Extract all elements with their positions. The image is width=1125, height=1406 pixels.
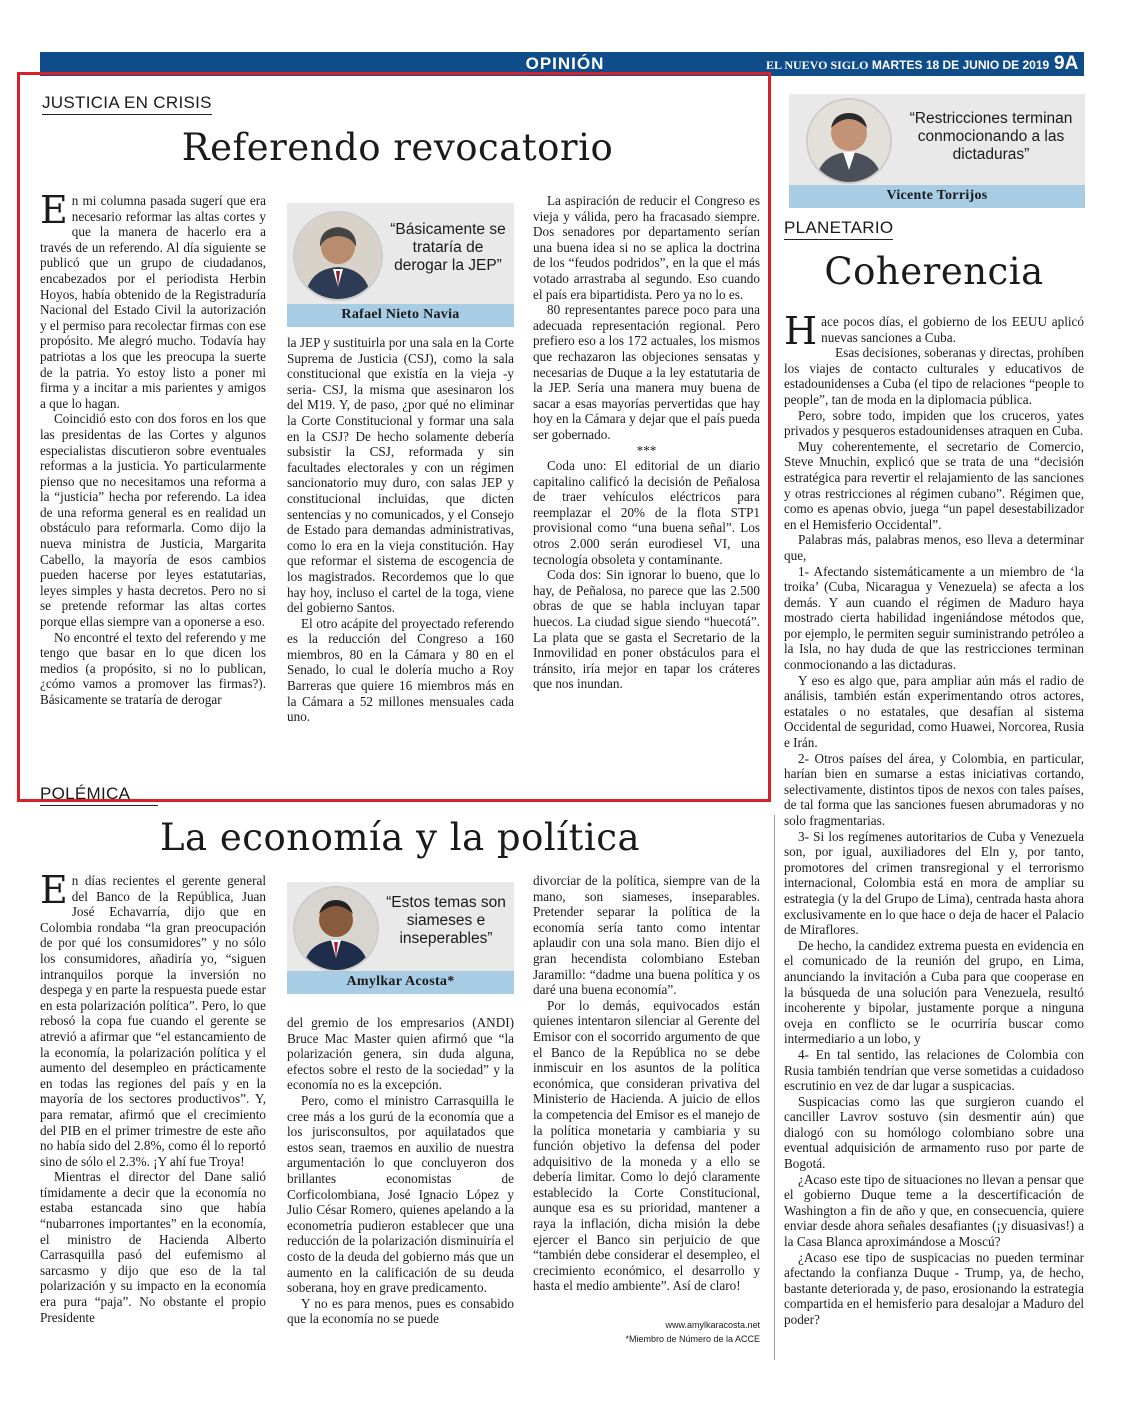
article3-paragraph: Suspicacias como las que surgieron cuando el canciller Lavrov sostuvo (sin desmentir aún) que dialogó con su homólogo colombiano sobre una eventual adquisición de armamento ruso por parte de Bogotá.: [784, 1093, 1084, 1172]
article1-paragraph: Coda dos: Sin ignorar lo bueno, que lo hay, de Peñalosa, no parece que las 2.500 obras de que se habla incluyan tapar huecos. La ciudad sigue siendo “huecotá”. La plata que se gasta el Secretario de la Inmovilidad en poner obstáculos para el tránsito, iría mejor en tapar los cráteres que nos inundan.: [533, 567, 760, 692]
article2-column-1: [40, 873, 266, 1351]
person-icon: [808, 100, 890, 182]
article2-paragraph: Mientras el director del Dane salió tímidamente a decir que la economía no estaba estancada sino que había “nubarrones importantes” en la economía, el ministro de Hacienda Alberto Carrasquilla pasó del eufemismo al sarcasmo y dijo que eso de la tal polarización y su impacto en la economía era pura “paja”. No obstante el propio Presidente: [40, 1169, 266, 1325]
article3-paragraph: Y eso es algo que, para ampliar aún más el radio de análisis, también están experimentando otros actores, estatales o no estatales, que desafían al sistema Occidental de seguridad, como Huawei, Norcorea, Rusia e Irán.: [784, 672, 1084, 751]
article3-paragraph: ¿Acaso ese tipo de suspicacias no pueden terminar afectando la confianza Duque - Trump, ya, de hecho, bastante deteriorada y, de paso, erosionando la estrategia compartida en el hemisferio para desalojar a Maduro del poder?: [784, 1249, 1084, 1327]
article1-column-1: [40, 193, 266, 753]
author-footnote: *Miembro de Número de la ACCE: [625, 1334, 760, 1344]
article1-title: Referendo revocatorio: [181, 126, 614, 169]
drop-cap: E: [40, 193, 68, 232]
section-title: OPINIÓN: [525, 54, 605, 73]
author-website: www.amylkaracosta.net: [665, 1320, 760, 1330]
author-name: Vicente Torrijos: [789, 185, 1085, 208]
page-number: 9A: [1054, 53, 1079, 74]
article2-kicker: POLÉMICA: [40, 784, 158, 806]
article3-paragraph: 3- Si los regímenes autoritarios de Cuba y Venezuela son, por igual, auxiliadores del Eln y, por tanto, promotores del crimen transregional y el terrorismo internacional, Colombia está en mora de ampliar su estrategia (y la del Grupo de Lima), centrada hasta ahora exclusivamente en lo que hace o deja de hacer el Palacio de Miraflores.: [784, 828, 1084, 938]
article1-paragraph: Coincidió esto con dos foros en los que las presidentas de las Cortes y algunos especialistas discutieron sobre eventuales reformas a la justicia. Yo particularmente pienso que no necesitamos una reforma a la “justicia” hecha por referendo. La idea de una reforma general es en realidad un obstáculo para reformarla. Como dijo la nueva ministra de Justicia, Margarita Cabello, la mayoría de esos cambios pueden hacerse por leyes estatutarias, leyes simples y hasta decretos. Pero no si se pretende reformar las altas cortes porque ellas siempre van a oponerse a eso.: [40, 411, 266, 630]
newspaper-dateline: [766, 58, 1049, 73]
article3-paragraph: De hecho, la candidez extrema puesta en evidencia en el comunicado de la reunión del grupo, en Lima, anunciando la invitación a Cuba para que cooperase en la búsqueda de una solución para Venezuela, resultó incoherente y bipolar, justamente porque a ninguna oveja en conflicto se le ocurriría buscar como intermediario a un lobo, y: [784, 937, 1084, 1047]
article3-paragraph: Muy coherentemente, el secretario de Comercio, Steve Mnuchin, explicó que se trata de una “decisión estratégica para revertir el relajamiento de las sanciones y otras restricciones al régimen cubano”. Régimen que, como es apenas obvio, juega “un papel desestabilizador en el Hemisferio Occidental”.: [784, 438, 1084, 532]
article1-paragraph: La aspiración de reducir el Congreso es vieja y válida, pero ha fracasado siempre. Dos senadores por departamento serían una buena idea si no se aplica la doctrina de los “feudos podridos”, en la que el más votado arrastraba al segundo. Eso cuando el país era bipartidista. Pero ya no lo es.: [533, 193, 760, 302]
author-photo: [293, 886, 379, 972]
article2-quote-box: [287, 882, 514, 994]
article2-paragraph: Pero, como el ministro Carrasquilla le cree más a los gurú de la economía que a los jurisconsultos, por aquilatados que estos sean, traemos en auxilio de nuestra argumentación lo que concluyeron dos brillantes economistas de Corficolombiana, José Ignacio López y Julio César Romero, quienes apelando a la econometría pudieron establecer que una reducción de la polarización disminuiría el costo de la deuda del gobierno más que un aumento en la calificación de su deuda soberana, hoy en grave predicamento.: [287, 1092, 514, 1296]
article3-paragraph: ace pocos días, el gobierno de los EEUU aplicó nuevas sanciones a Cuba.: [821, 314, 1084, 345]
article2-paragraph: del gremio de los empresarios (ANDI) Bruce Mac Master quien afirmó que “la polarización genera, sin duda alguna, efectos sobre el resto de la sociedad” y la economía no es la excepción.: [287, 1015, 514, 1093]
article1-kicker: JUSTICIA EN CRISIS: [42, 93, 212, 115]
article3-paragraph: 4- En tal sentido, las relaciones de Colombia con Rusia también tendrían que verse sometidas a cuidadoso escrutinio en vez de dar lugar a suspicacias.: [784, 1046, 1084, 1094]
article1-paragraph: 80 representantes parece poco para una adecuada representación regional. Pero prefiero eso a los 172 actuales, los mismos que rechazaron las objeciones sensatas y necesarias de Duque a la ley estatutaria de la JEP. Sería una manera muy buena de sacar a esas mayorías pervertidas que hay hoy en la Cámara y dejar que el país pueda ser gobernado.: [533, 302, 760, 442]
article2-title: La economía y la política: [159, 816, 641, 859]
drop-cap: H: [784, 314, 818, 353]
separator: ***: [636, 442, 657, 458]
article3-paragraph: Pero, sobre todo, impiden que los cruceros, yates privados y pesqueros estadounidenses atraquen en Cuba.: [784, 407, 1084, 439]
article2-column-3: [533, 873, 760, 1317]
article1-paragraph: No encontré el texto del referendo y me tengo que basar en lo que dicen los medios (a propósito, si no lo publican, ¿cómo vamos a promover las firmas?). Básicamente se trataría de derogar: [40, 629, 266, 707]
article1-paragraph: la JEP y sustituirla por una sala en la Corte Suprema de Justicia (CSJ), como la sala constitucional que existía en la vieja -y seria- CSJ, la misma que asesinaron los del M19. Y, de paso, ¿por qué no eliminar la Corte Constitucional y formar una sala en la CSJ? De hecho solamente debería subsistir la CSJ, reformada y sin facultades electorales y con un régimen sancionatorio muy duro, con salas JEP y constitucional incluidas, que dicten sentencias y no comunicados, y el Consejo de Estado para demandas administrativas, como lo era en la vieja constitución. Hay que reformar el sistema de escogencia de los magistrados. Recordemos que lo que hay hoy, incluso el cartel de la toga, viene del gobierno Santos.: [287, 335, 514, 616]
author-name: Rafael Nieto Navia: [287, 304, 514, 327]
article2-paragraph: Por lo demás, equivocados están quienes intentaron silenciar al Gerente del Emisor con el socorrido argumento de que el Banco de la República no se debe inmiscuir en los asuntos de la política económica, que consideran privativa del Ministerio de Hacienda. A juicio de ellos la competencia del Emisor es el manejo de la política monetaria y cambiaria y su función objetivo la defensa del poder adquisitivo de la moneda y a ello se debería limitar. Como lo dejó claramente establecido la Corte Constitucional, aunque esa es su prioridad, mantener a raya la inflación, dicha misión la debe ejercer el Banco sin perjuicio de que “también debe considerar el desempleo, el crecimiento económico, el desarrollo y hasta el medio ambiente”. Así de claro!: [533, 997, 760, 1294]
pull-quote: “Estos temas son siameses e inseperables”: [386, 894, 506, 947]
article1-column-3: [533, 193, 760, 753]
pull-quote: “Restricciones terminan conmocionando a las dictaduras”: [909, 110, 1073, 163]
article3-paragraph: 2- Otros países del área, y Colombia, en particular, harían bien en sumarse a estas iniciativas cortando, selectivamente, distintos tipos de nexos con tales países, de tal forma que las sanciones fuesen abrumadoras y no solo fragmentarias.: [784, 750, 1084, 828]
author-name: Amylkar Acosta*: [287, 971, 514, 994]
article3-title: Coherencia: [824, 250, 1044, 293]
article3-paragraph: 1- Afectando sistemáticamente a un miembro de ‘la troika’ (Cuba, Nicaragua y Venezuela) se afecta a los demás. Y aun cuando el régimen de Maduro haya mostrado cierta habilidad ingeniándose métodos que, por ejemplo, le permiten seguir suministrando petróleo a la Isla, no hay duda de que las restricciones terminan conmocionando a las dictaduras.: [784, 563, 1084, 673]
newspaper-name: EL NUEVO SIGLO: [766, 58, 869, 72]
article3-column: [784, 314, 1084, 1354]
article2-paragraph: divorciar de la política, siempre van de la mano, son siameses, inseparables. Pretender separar la política de la economía sería tanto como intentar aplaudir con una sola mano. Bien dijo el gran hecendista colombiano Esteban Jaramillo: “dadme una buena política y os daré una buena economía”.: [533, 873, 760, 998]
article2-paragraph: Y no es para menos, pues es consabido que la economía no se puede: [287, 1295, 514, 1327]
column-divider: [774, 815, 775, 1360]
article1-paragraph: n mi columna pasada sugerí que era necesario reformar las altas cortes y que la manera de hacerlo era a través de un referendo. Al día siguiente se publicó que un grupo de ciudadanos, encabezados por el periodista Herbin Hoyos, había obtenido de la Registraduría Nacional del Estado Civil la autorización y el permiso para recolectar firmas con ese propósito. Me alegró mucho. Todavía hay patriotas a los que les preocupa la suerte de la patria. Yo estoy listo a poner mi firma y a incitar a mis parientes y amigos a que lo hagan.: [40, 193, 266, 411]
article3-paragraph: Esas decisiones, soberanas y directas, prohíben los viajes de contacto culturales y educativos de estadounidenses a Cuba (el tipo de relaciones “people to people”, tan de moda en la diplomacia pública.: [784, 345, 1084, 407]
article3-paragraph: ¿Acaso este tipo de situaciones no llevan a pensar que el gobierno Duque teme a la descertificación de Washington a fin de año y que, en consecuencia, quiere enviar desde ahora señales desafiantes (¡y disuasivas!) a la Casa Blanca aproximándose a Moscú?: [784, 1171, 1084, 1250]
author-photo: [293, 211, 383, 301]
drop-cap: E: [40, 873, 68, 912]
person-icon: [295, 888, 377, 970]
article3-kicker: PLANETARIO: [784, 218, 893, 240]
article2-column-2: [287, 1015, 514, 1351]
article2-paragraph: n días recientes el gerente general del Banco de la República, Juan José Echavarría, dijo que en Colombia rondaba “la gran preocupación de por qué los consumidores” y no sólo los consumidores, añadiría yo, “siguen intranquilos porque la inversión no despega y en parte la respuesta puede estar en esta polarización política”. Pero, lo que rebosó la copa fue cuando el gerente se atrevió a afirmar que “el estancamiento de la economía, la polarización política y el aumento del desempleo en prácticamente en todas las regiones del país y en la mayoría de los sectores productivos”. Y, para rematar, afirmó que el crecimiento del PIB en el primer trimestre de este año no había sido del 2.8%, como él lo reportó sino de sólo el 2.3%. ¡Y ahí fue Troya!: [40, 873, 266, 1169]
pull-quote: “Básicamente se trataría de derogar la JEP”: [390, 221, 506, 274]
article3-paragraph: Palabras más, palabras menos, eso lleva a determinar que,: [784, 532, 1084, 563]
article1-paragraph: El otro acápite del proyectado referendo es la reducción del Congreso a 160 miembros, 80 en la Cámara y 80 en el Senado, lo cual le dolería mucho a Roy Barreras que quiere 16 miembros más en la Cámara a 52 millones mensuales cada uno.: [287, 615, 514, 725]
person-icon: [295, 213, 381, 299]
article3-quote-box: [789, 94, 1085, 208]
article1-quote-box: [287, 203, 514, 327]
article1-paragraph: Coda uno: El editorial de un diario capitalino calificó la decisión de Peñalosa de traer vehículos eléctricos para reemplazar el 20% de la flota STP1 provisional como “una buena señal”. Los otros 2.000 serán eurodiesel VI, una tecnología obsoleta y contaminante.: [533, 458, 760, 567]
date: MARTES 18 DE JUNIO DE 2019: [871, 58, 1050, 72]
article1-column-2: [287, 335, 514, 753]
author-photo: [806, 98, 892, 184]
